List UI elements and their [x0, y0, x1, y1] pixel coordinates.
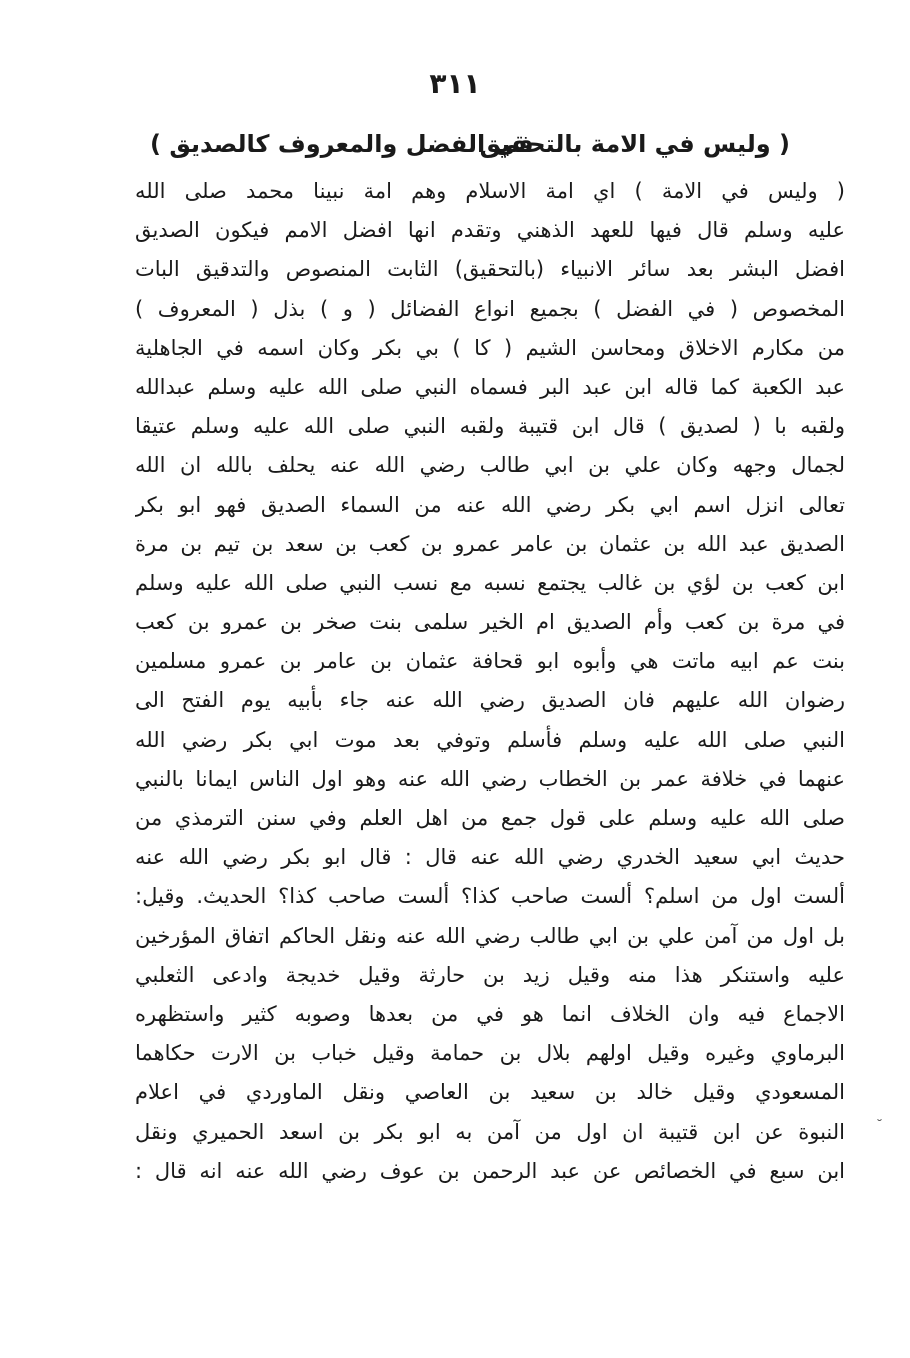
commentary-text	[135, 172, 845, 1191]
text-line: عبد الكعبة كما قاله ابن عبد البر فسماه النبي صلى الله عليه وسلم عبدالله	[135, 374, 845, 399]
text-line: النبي صلى الله عليه وسلم فأسلم وتوفي بعد موت ابي بكر رضي الله	[135, 727, 845, 752]
text-line: صلى الله عليه وسلم على قول جمع من اهل العلم وفي سنن الترمذي من	[135, 806, 845, 830]
text-line: الصديق عبد الله بن عثمان بن عامر عمرو بن كعب بن سعد بن تيم بن مرة	[135, 531, 845, 556]
text-line: عنهما في خلافة عمر بن الخطاب رضي الله عنه وهو اول الناس ايمانا بالنبي	[135, 766, 845, 791]
text-line: البرماوي وغيره وقيل اولهم بلال بن حمامة وقيل خباب بن الارت حكاهما	[135, 1041, 845, 1066]
text-line: عليه وسلم قال فيها للعهد الذهني وتقدم انها افضل الامم فيكون الصديق	[135, 218, 845, 243]
text-line: ( وليس في الامة ) اي امة الاسلام وهم امة نبينا محمد صلى الله	[135, 179, 845, 203]
scan-mark: ˘	[876, 1118, 883, 1134]
text-line: بنت عم ابيه ماتت هي وأبوه ابو قحافة عثمان بن عامر بن عمرو مسلمين	[135, 649, 845, 674]
text-line: بل اول من آمن علي بن ابي طالب رضي الله عنه ونقل الحاكم اتفاق المؤرخين	[135, 923, 845, 948]
text-line: ألست اول من اسلم؟ ألست صاحب كذا؟ ألست صاحب كذا؟ الحديث. وقيل:	[135, 884, 845, 909]
text-line: المسعودي وقيل خالد بن سعيد بن العاصي ونقل الماوردي في اعلام	[135, 1080, 845, 1105]
text-line: ابن كعب بن لؤي بن غالب يجتمع نسبه مع نسب النبي صلى الله عليه وسلم	[135, 570, 845, 595]
text-line: تعالى انزل اسم ابي بكر رضي الله عنه من السماء الصديق فهو ابو بكر	[135, 492, 845, 517]
text-line: افضل البشر بعد سائر الانبياء (بالتحقيق) الثابت المنصوص والتدقيق البات	[135, 257, 845, 282]
text-line: من مكارم الاخلاق ومحاسن الشيم ( كا ) بي بكر وكان اسمه في الجاهلية	[135, 335, 845, 360]
text-line: عليه واستنكر هذا منه وقيل زيد بن حارثة وقيل خديجة وادعى الثعلبي	[135, 962, 845, 987]
verse-second-hemistich: في الفضل والمعروف كالصديق )	[150, 130, 534, 158]
text-line: لجمال وجهه وكان علي بن ابي طالب رضي الله عنه يحلف بالله ان الله	[135, 453, 845, 478]
text-line: ولقبه با ( لصديق ) قال ابن قتيبة ولقبه النبي صلى الله عليه وسلم عتيقا	[135, 414, 845, 439]
verse-first-hemistich: ( وليس في الامة بالتحقيق	[479, 130, 790, 158]
page-number: ٣١١	[429, 67, 481, 100]
text-line: الاجماع فيه وان الخلاف انما هو في من بعدها وصوبه كثير واستظهره	[135, 1001, 845, 1026]
text-line: النبوة عن ابن قتيبة ان اول من آمن به ابو بكر بن اسعد الحميري ونقل	[135, 1119, 845, 1144]
text-line: رضوان الله عليهم فان الصديق رضي الله عنه جاء بأبيه يوم الفتح الى	[135, 688, 845, 713]
text-line: حديث ابي سعيد الخدري رضي الله عنه قال : قال ابو بكر رضي الله عنه	[135, 845, 845, 870]
verse-heading	[150, 122, 790, 166]
text-line: ابن سبع في الخصائص عن عبد الرحمن بن عوف رضي الله عنه انه قال :	[135, 1158, 845, 1183]
text-line: المخصوص ( في الفضل ) بجميع انواع الفضائل ( و ) بذل ( المعروف )	[135, 296, 845, 321]
text-line: في مرة بن كعب وأم الصديق ام الخير سلمى بنت صخر بن عمرو بن كعب	[135, 610, 845, 635]
